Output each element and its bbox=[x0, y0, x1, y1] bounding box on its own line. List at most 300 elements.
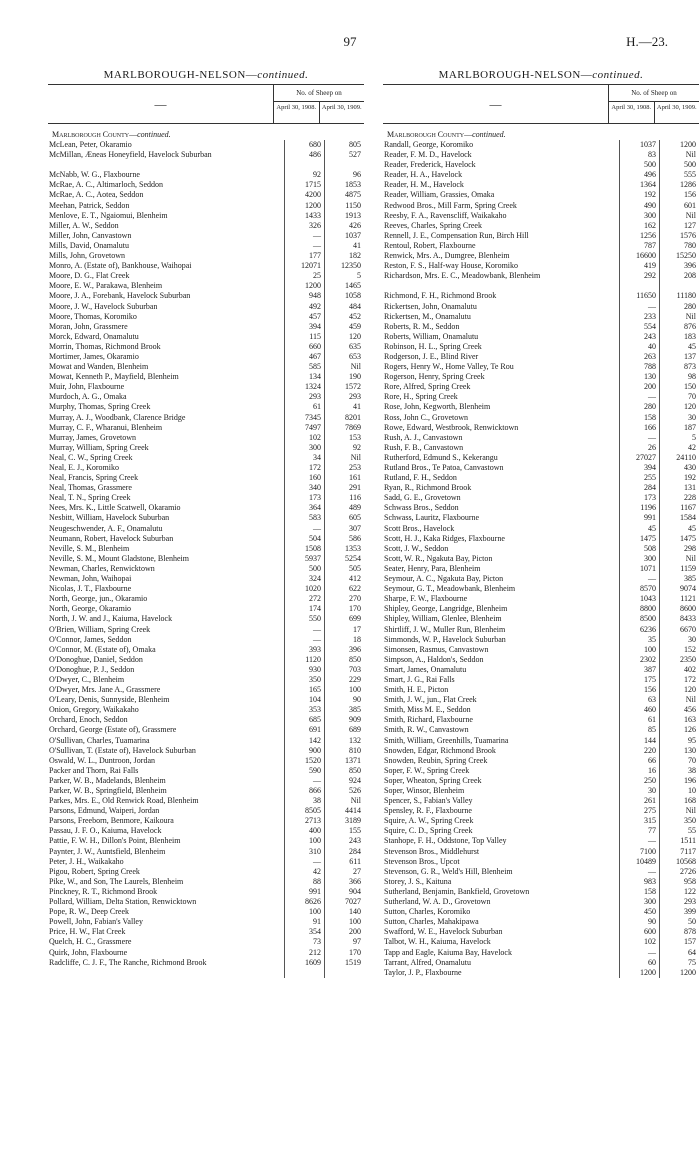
sheep-1909: 611 bbox=[324, 857, 364, 867]
table-row bbox=[48, 877, 364, 887]
document-reference: H.—23. bbox=[626, 34, 668, 49]
owner-name: Swafford, W. E., Havelock Suburban bbox=[384, 927, 503, 937]
table-row bbox=[48, 756, 364, 766]
table-row bbox=[48, 948, 364, 958]
table-row bbox=[48, 554, 364, 564]
table-row bbox=[48, 211, 364, 221]
sheep-1908: 1071 bbox=[619, 564, 659, 574]
sheep-1908: 11650 bbox=[619, 291, 659, 301]
table-row bbox=[383, 594, 699, 604]
owner-name: McLean, Peter, Okaramio bbox=[49, 140, 132, 149]
table-row bbox=[383, 806, 699, 816]
sheep-1908: 250 bbox=[619, 776, 659, 786]
county-label: Marlborough County— bbox=[387, 130, 473, 139]
sheep-1908: 30 bbox=[619, 786, 659, 796]
owner-name: Moore, J. A., Forebank, Havelock Suburban bbox=[49, 291, 191, 301]
sheep-1908: 991 bbox=[284, 887, 324, 897]
sheep-1909: 4414 bbox=[324, 806, 364, 816]
table-row bbox=[383, 231, 699, 241]
owner-name: Smart, J. G., Rai Falls bbox=[384, 674, 455, 684]
sheep-1908: 90 bbox=[619, 917, 659, 927]
sheep-1908: 496 bbox=[619, 170, 659, 180]
table-row bbox=[383, 190, 699, 200]
owner-name: O'Dwyer, Mrs. Jane A., Grassmere bbox=[49, 685, 161, 695]
table-row bbox=[383, 746, 699, 756]
owner-name: Paynter, J. W., Auntsfield, Blenheim bbox=[49, 846, 166, 856]
sheep-1909: 45 bbox=[659, 342, 699, 352]
table-row bbox=[383, 614, 699, 624]
sheep-1909: 605 bbox=[324, 513, 364, 523]
sheep-1909: 1576 bbox=[659, 231, 699, 241]
table-row bbox=[383, 372, 699, 382]
table-row bbox=[48, 251, 364, 261]
table-row bbox=[48, 221, 364, 231]
table-row bbox=[383, 917, 699, 927]
owner-name: Rush, F. B., Canvastown bbox=[384, 442, 464, 452]
sheep-1908: 165 bbox=[284, 685, 324, 695]
table-row bbox=[383, 584, 699, 594]
sheep-1908: 1120 bbox=[284, 655, 324, 665]
sheep-1908: 212 bbox=[284, 948, 324, 958]
table-row bbox=[383, 352, 699, 362]
sheep-1908: 263 bbox=[619, 352, 659, 362]
table-row bbox=[48, 786, 364, 796]
sheep-1909: 8433 bbox=[659, 614, 699, 624]
table-row bbox=[383, 766, 699, 776]
owner-name: Sutherland, Benjamin, Bankfield, Grovetown bbox=[384, 886, 530, 896]
owner-name: Pinckney, R. T., Richmond Brook bbox=[49, 886, 158, 896]
sheep-1908: 45 bbox=[619, 524, 659, 534]
sheep-1909: 126 bbox=[659, 725, 699, 735]
owner-name: Robinson, H. L., Spring Creek bbox=[384, 341, 482, 351]
owner-name: Sharpe, F. W., Flaxbourne bbox=[384, 594, 468, 604]
sheep-1909: 55 bbox=[659, 826, 699, 836]
owner-name: Simonsen, Rasmus, Canvastown bbox=[384, 644, 489, 654]
owner-name: Smith, R. W., Canvastown bbox=[384, 725, 469, 735]
table-row bbox=[48, 584, 364, 594]
sheep-1908: 500 bbox=[619, 160, 659, 170]
table-row bbox=[383, 342, 699, 352]
owner-name: Parkes, Mrs. E., Old Renwick Road, Blenheim bbox=[49, 796, 199, 806]
sheep-1908: 16 bbox=[619, 766, 659, 776]
sheep-1908: 300 bbox=[619, 554, 659, 564]
table-row bbox=[48, 857, 364, 867]
sheep-1908: 660 bbox=[284, 342, 324, 352]
sheep-1909: 293 bbox=[659, 897, 699, 907]
owner-name: Seymour, A. C., Ngakuta Bay, Picton bbox=[384, 574, 504, 584]
table-row bbox=[383, 413, 699, 423]
table-row bbox=[383, 786, 699, 796]
table-row bbox=[383, 211, 699, 221]
sheep-1909: 689 bbox=[324, 725, 364, 735]
sheep-1909: 100 bbox=[324, 917, 364, 927]
sheep-1908: — bbox=[619, 392, 659, 402]
sheep-1909: 396 bbox=[659, 261, 699, 271]
table-row bbox=[383, 968, 699, 978]
county-heading bbox=[48, 130, 364, 140]
sheep-1908: 100 bbox=[619, 645, 659, 655]
owner-name: Shipley, William, Glenlee, Blenheim bbox=[384, 614, 502, 624]
sheep-1908: 1475 bbox=[619, 534, 659, 544]
sheep-1908: — bbox=[619, 574, 659, 584]
table-row bbox=[48, 180, 364, 190]
table-row bbox=[383, 554, 699, 564]
owner-name: Snowden, Reubin, Spring Creek bbox=[384, 755, 488, 765]
owner-name: Snowden, Edgar, Richmond Brook bbox=[384, 745, 496, 755]
owner-name: O'Dwyer, C., Blenheim bbox=[49, 674, 125, 684]
table-row bbox=[48, 302, 364, 312]
sheep-1908: 175 bbox=[619, 675, 659, 685]
owner-name: Mortimer, James, Okaramio bbox=[49, 351, 139, 361]
column-title bbox=[48, 66, 364, 84]
sheep-1908: 585 bbox=[284, 362, 324, 372]
name-column-header: — bbox=[154, 97, 167, 111]
owner-name: Neugeschwender, A. F., Onamalutu bbox=[49, 523, 163, 533]
sheep-1908: 115 bbox=[284, 332, 324, 342]
sheep-1908: — bbox=[284, 776, 324, 786]
sheep-1909: 30 bbox=[659, 635, 699, 645]
table-row bbox=[383, 635, 699, 645]
sheep-1909: 132 bbox=[324, 736, 364, 746]
sheep-1909: 505 bbox=[324, 564, 364, 574]
sheep-1909: Nil bbox=[324, 362, 364, 372]
table-row bbox=[383, 261, 699, 271]
sheep-1908: 91 bbox=[284, 917, 324, 927]
sheep-1909: 3189 bbox=[324, 816, 364, 826]
owner-name: O'Brien, William, Spring Creek bbox=[49, 624, 151, 634]
table-header bbox=[48, 84, 364, 124]
owner-name: Richmond, F. H., Richmond Brook bbox=[384, 291, 497, 301]
owner-name: Rogerson, Henry, Spring Creek bbox=[384, 372, 485, 382]
sheep-1908: 324 bbox=[284, 574, 324, 584]
table-row bbox=[383, 362, 699, 372]
owner-name: Rentoul, Robert, Flaxbourne bbox=[384, 240, 476, 250]
sheep-1909: 183 bbox=[659, 332, 699, 342]
owner-name: Miller, John, Canvastown bbox=[49, 230, 132, 240]
title-main: MARLBOROUGH-NELSON— bbox=[103, 69, 258, 81]
sheep-1909: 1465 bbox=[324, 281, 364, 291]
table-row bbox=[48, 907, 364, 917]
table-row bbox=[48, 847, 364, 857]
column-title bbox=[383, 66, 699, 84]
sheep-1909: 15250 bbox=[659, 251, 699, 261]
table-row bbox=[383, 907, 699, 917]
owner-name: Murray, A. J., Woodbank, Clarence Bridge bbox=[49, 412, 186, 422]
owner-name: Shipley, George, Langridge, Blenheim bbox=[384, 604, 508, 614]
table-row bbox=[48, 190, 364, 200]
table-row bbox=[48, 473, 364, 483]
owner-name: Smith, H. E., Picton bbox=[384, 685, 449, 695]
sheep-1908: 1609 bbox=[284, 958, 324, 978]
sheep-1908: 130 bbox=[619, 372, 659, 382]
sheep-1908: 200 bbox=[619, 382, 659, 392]
sheep-1909: 456 bbox=[659, 705, 699, 715]
owner-name: Mowat and Wanden, Blenheim bbox=[49, 362, 149, 372]
sheep-1909: 1167 bbox=[659, 503, 699, 513]
sheep-1908: 1520 bbox=[284, 756, 324, 766]
owner-name: Powell, John, Fabian's Valley bbox=[49, 917, 143, 927]
sheep-1909: 75 bbox=[659, 958, 699, 968]
sheep-1909: 385 bbox=[324, 705, 364, 715]
sheep-1908: 492 bbox=[284, 302, 324, 312]
owner-name: Spensley, R. F., Flaxbourne bbox=[384, 806, 472, 816]
sheep-1909: 527 bbox=[324, 150, 364, 170]
sheep-1908: 1433 bbox=[284, 211, 324, 221]
sheep-1908: 504 bbox=[284, 534, 324, 544]
sheep-1908: 550 bbox=[284, 614, 324, 624]
owner-name: Squire, C. D., Spring Creek bbox=[384, 826, 473, 836]
table-row bbox=[48, 503, 364, 513]
sheep-1909: 430 bbox=[659, 463, 699, 473]
sheep-1909: 120 bbox=[324, 332, 364, 342]
sheep-1909: 805 bbox=[324, 140, 364, 150]
sheep-1909: 1150 bbox=[324, 201, 364, 211]
sheep-1909: 192 bbox=[659, 473, 699, 483]
table-row bbox=[383, 574, 699, 584]
owner-name: North, George, jun., Okaramio bbox=[49, 594, 148, 604]
owner-name: Mills, David, Onamalutu bbox=[49, 240, 129, 250]
owner-name: Nesbitt, William, Havelock Suburban bbox=[49, 513, 170, 523]
owner-name: Neville, S. M., Blenheim bbox=[49, 543, 130, 553]
owner-name: Neal, Francis, Spring Creek bbox=[49, 473, 139, 483]
owner-name: Neal, Thomas, Grassmere bbox=[49, 483, 132, 493]
table-row bbox=[383, 402, 699, 412]
table-row bbox=[48, 241, 364, 251]
sheep-1909: 1286 bbox=[659, 180, 699, 190]
sheep-1909: 182 bbox=[324, 251, 364, 261]
table-row bbox=[48, 544, 364, 554]
table-row bbox=[48, 917, 364, 927]
sheep-1908: 680 bbox=[284, 140, 324, 150]
owner-name: Reader, Frederick, Havelock bbox=[384, 160, 476, 170]
owner-name: Rose, John, Kegworth, Blenheim bbox=[384, 402, 491, 412]
sheep-1909: 12350 bbox=[324, 261, 364, 271]
sheep-1908: 63 bbox=[619, 695, 659, 705]
table-row bbox=[383, 291, 699, 301]
owner-name: Neal, T. N., Spring Creek bbox=[49, 493, 131, 503]
owner-name: Schwass Bros., Seddon bbox=[384, 503, 459, 513]
owner-name: Rickertsen, M., Onamalutu bbox=[384, 311, 471, 321]
sheep-1909: 127 bbox=[659, 221, 699, 231]
sheep-1909: 1519 bbox=[324, 958, 364, 978]
table-row bbox=[383, 251, 699, 261]
table-row bbox=[383, 241, 699, 251]
table-row bbox=[48, 382, 364, 392]
right-column bbox=[383, 66, 699, 978]
owner-name: Storey, J. S., Kaituna bbox=[384, 876, 452, 886]
owner-name: Rickertsen, John, Onamalutu bbox=[384, 301, 477, 311]
sheep-1909: 24110 bbox=[659, 453, 699, 463]
sheep-1909: Nil bbox=[659, 695, 699, 705]
owner-name: Stevenson, G. R., Weld's Hill, Blenheim bbox=[384, 866, 513, 876]
sheep-1909: 131 bbox=[659, 483, 699, 493]
owner-name: Rowe, Edward, Westbrook, Renwicktown bbox=[384, 422, 519, 432]
sheep-1909: 850 bbox=[324, 766, 364, 776]
owner-name: Moore, D. G., Flat Creek bbox=[49, 271, 130, 281]
owner-name: Meehan, Patrick, Seddon bbox=[49, 200, 130, 210]
owner-name: McRae, A. C., Aotea, Seddon bbox=[49, 190, 144, 200]
sheep-1909: 229 bbox=[324, 675, 364, 685]
sheep-1909: 153 bbox=[324, 433, 364, 443]
sheep-1909: 1121 bbox=[659, 594, 699, 604]
owner-name: Neumann, Robert, Havelock Suburban bbox=[49, 533, 174, 543]
county-continued: continued. bbox=[472, 130, 506, 139]
table-row bbox=[48, 261, 364, 271]
sheep-1908: 26 bbox=[619, 443, 659, 453]
sheep-1909: 8201 bbox=[324, 413, 364, 423]
table-row bbox=[383, 140, 699, 150]
sheep-1909: 1353 bbox=[324, 544, 364, 554]
sheep-1909: 653 bbox=[324, 352, 364, 362]
sheep-1908: 866 bbox=[284, 786, 324, 796]
sheep-1909: 873 bbox=[659, 362, 699, 372]
sheep-1908: 353 bbox=[284, 705, 324, 715]
table-row bbox=[48, 685, 364, 695]
sheep-1908: 8500 bbox=[619, 614, 659, 624]
table-row bbox=[48, 392, 364, 402]
owner-name: Parsons, Freeborn, Benmore, Kaikoura bbox=[49, 816, 174, 826]
sheep-1908: 326 bbox=[284, 221, 324, 231]
owner-name: Rutherford, Edmund S., Kekerangu bbox=[384, 452, 498, 462]
sheep-1909: 426 bbox=[324, 221, 364, 231]
owner-name: McMillan, Æneas Honeyfield, Havelock Suburban bbox=[49, 150, 212, 160]
table-row bbox=[48, 594, 364, 604]
sheep-1909: 196 bbox=[659, 776, 699, 786]
sheep-1909: 7869 bbox=[324, 423, 364, 433]
sheep-1908: — bbox=[619, 433, 659, 443]
table-row bbox=[48, 513, 364, 523]
sheep-1908: 1043 bbox=[619, 594, 659, 604]
sheep-1909: 92 bbox=[324, 443, 364, 453]
table-row bbox=[383, 271, 699, 291]
sheep-1908: 394 bbox=[619, 463, 659, 473]
sheep-1909: 586 bbox=[324, 534, 364, 544]
table-row bbox=[383, 503, 699, 513]
owner-name: Mills, John, Grovetown bbox=[49, 251, 125, 261]
title-continued: continued. bbox=[592, 69, 644, 81]
owner-name: Tapp and Eagle, Kaiuma Bay, Havelock bbox=[384, 947, 512, 957]
sheep-1909: 1584 bbox=[659, 513, 699, 523]
sheep-1908: 102 bbox=[284, 433, 324, 443]
sheep-1908: 40 bbox=[619, 342, 659, 352]
sheep-1908: 2713 bbox=[284, 816, 324, 826]
owner-name: Packer and Thorn, Rai Falls bbox=[49, 765, 139, 775]
table-row bbox=[48, 625, 364, 635]
sheep-1909: 228 bbox=[659, 493, 699, 503]
sheep-1908: — bbox=[619, 948, 659, 958]
owner-name: Renwick, Mrs. A., Dumgree, Blenheim bbox=[384, 251, 510, 261]
table-row bbox=[48, 614, 364, 624]
sheep-1908: 419 bbox=[619, 261, 659, 271]
table-row bbox=[48, 352, 364, 362]
table-row bbox=[48, 927, 364, 937]
owner-name: Reeves, Charles, Spring Creek bbox=[384, 220, 482, 230]
owner-name: Richardson, Mrs. E. C., Meadowbank, Blenheim bbox=[384, 271, 541, 281]
table-row bbox=[383, 816, 699, 826]
sheep-1909: 243 bbox=[324, 836, 364, 846]
table-row bbox=[383, 382, 699, 392]
sheep-1908: 600 bbox=[619, 927, 659, 937]
table-row bbox=[48, 291, 364, 301]
table-row bbox=[48, 715, 364, 725]
table-row bbox=[48, 231, 364, 241]
sheep-1909: 1371 bbox=[324, 756, 364, 766]
sheep-1908: 66 bbox=[619, 756, 659, 766]
owner-name: Peter, J. H., Waikakaho bbox=[49, 856, 124, 866]
sheep-1908: — bbox=[619, 302, 659, 312]
table-row bbox=[48, 170, 364, 180]
sheep-1909: 42 bbox=[659, 443, 699, 453]
owner-name: Passau, J. F. O., Kaiuma, Havelock bbox=[49, 826, 162, 836]
table-row bbox=[48, 372, 364, 382]
county-continued: continued. bbox=[137, 130, 171, 139]
owner-name: O'Donoghue, Daniel, Seddon bbox=[49, 654, 143, 664]
sheep-1908: 38 bbox=[284, 796, 324, 806]
table-row bbox=[48, 725, 364, 735]
owner-name: Nees, Mrs. K., Little Scatwell, Okaramio bbox=[49, 503, 181, 513]
sheep-1908: 158 bbox=[619, 887, 659, 897]
owner-name: Scott, H. J., Kaka Ridges, Flaxbourne bbox=[384, 533, 505, 543]
owner-name: Morrin, Thomas, Richmond Brook bbox=[49, 341, 161, 351]
sheep-1909: 27 bbox=[324, 867, 364, 877]
table-row bbox=[48, 816, 364, 826]
sheep-1909: 1037 bbox=[324, 231, 364, 241]
sheep-1909: 100 bbox=[324, 685, 364, 695]
sheep-1908: 310 bbox=[284, 847, 324, 857]
sheep-1909: 284 bbox=[324, 847, 364, 857]
owner-name: Smith, Miss M. E., Seddon bbox=[384, 705, 471, 715]
sheep-1908: 192 bbox=[619, 190, 659, 200]
owner-name: Orchard, Enoch, Seddon bbox=[49, 715, 128, 725]
sheep-1909: 412 bbox=[324, 574, 364, 584]
owner-name: Reader, F. M. D., Havelock bbox=[384, 150, 472, 160]
sheep-1909: 298 bbox=[659, 544, 699, 554]
owner-name: Rush, A. J., Canvastown bbox=[384, 432, 463, 442]
table-row bbox=[383, 625, 699, 635]
sheep-1908: 354 bbox=[284, 927, 324, 937]
sheep-1909: 137 bbox=[659, 352, 699, 362]
table-row bbox=[48, 433, 364, 443]
sheep-1909: 2350 bbox=[659, 655, 699, 665]
county-label: Marlborough County— bbox=[52, 130, 138, 139]
sheep-1908: — bbox=[284, 635, 324, 645]
table-row bbox=[383, 513, 699, 523]
sheep-1908: 27027 bbox=[619, 453, 659, 463]
owner-name: Roberts, R. M., Seddon bbox=[384, 321, 460, 331]
owner-name: Sutherland, W. A. D., Grovetown bbox=[384, 897, 491, 907]
table-row bbox=[383, 927, 699, 937]
year-1909-header: April 30, 1909. bbox=[654, 102, 700, 123]
table-row bbox=[383, 524, 699, 534]
sheep-1909: 1200 bbox=[659, 968, 699, 978]
sheep-1909: 6670 bbox=[659, 625, 699, 635]
table-row bbox=[383, 897, 699, 907]
sheep-1908: 85 bbox=[619, 725, 659, 735]
table-row bbox=[48, 342, 364, 352]
sheep-1908: 467 bbox=[284, 352, 324, 362]
table-row bbox=[383, 453, 699, 463]
sheep-1908: 293 bbox=[284, 392, 324, 402]
sheep-1909: 157 bbox=[659, 937, 699, 947]
sheep-1908: 92 bbox=[284, 170, 324, 180]
sheep-1908: 508 bbox=[619, 544, 659, 554]
table-header bbox=[383, 84, 699, 124]
table-row bbox=[383, 725, 699, 735]
table-row bbox=[48, 675, 364, 685]
sheep-1909: Nil bbox=[659, 150, 699, 160]
sheep-1909: 293 bbox=[324, 392, 364, 402]
sheep-1908: 991 bbox=[619, 513, 659, 523]
